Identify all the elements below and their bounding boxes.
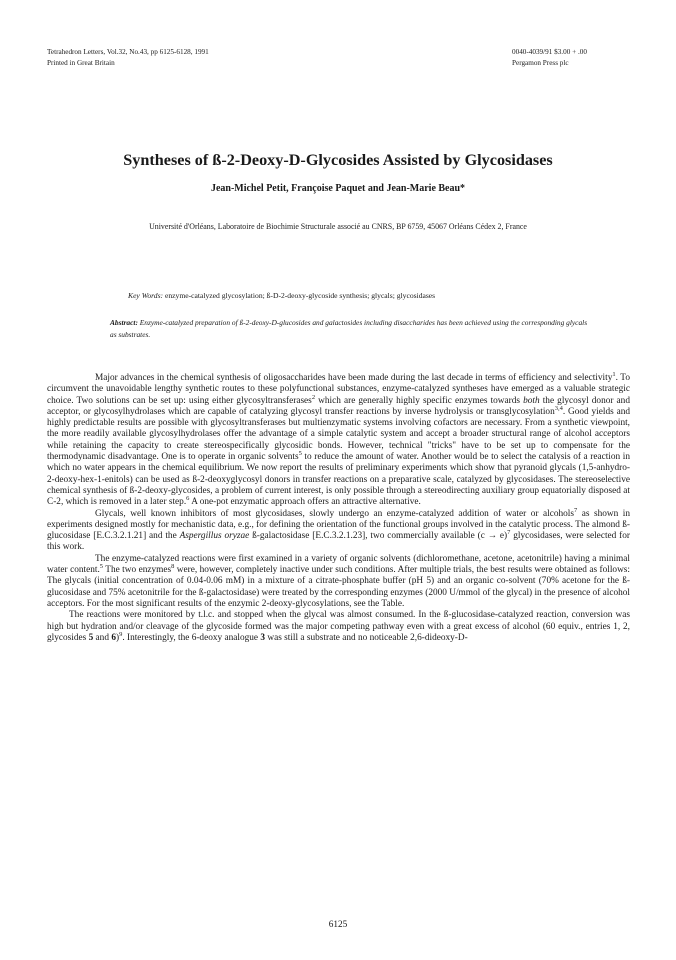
text-run: . To circumvent the unavoidable lengthy synthetic routes to these polyfunctional substances, enzyme-catalyzed syntheses have emerged as a valuable strategic choice. Two solutions can be set up: using either glycosyltransferases xyxy=(47,373,630,406)
paragraph-3 xyxy=(47,554,630,610)
text-run: . Good yields and highly predictable results are possible with glycosyltransferases but multienzymatic systems involving cofactors are necessary. From a synthetic viewpoint, the more readily available glycosylhydrolases offer the advantage of a simple catalytic system and accept a broader structural range of alcohol acceptors while retaining the capacity to create stereospecifically glycosidic bonds. However, technical "tricks" have to be set up to compensate for the thermodynamic disadvantage. One is to operate in organic solvents xyxy=(47,406,631,463)
text-run: . Interestingly, the 6-deoxy analogue xyxy=(122,632,261,643)
text-run: glycosidases, were selected for this work. xyxy=(47,531,631,553)
paragraph-1 xyxy=(47,373,630,509)
citation-ref: 6 xyxy=(186,495,190,503)
citation-ref: 2 xyxy=(311,393,316,401)
compound-number: 6 xyxy=(111,632,116,643)
citation-ref: 7 xyxy=(573,506,578,514)
journal-header xyxy=(47,47,209,69)
keywords-label: Key Words: xyxy=(128,291,164,300)
paragraph-2 xyxy=(47,506,631,554)
emphasis: both xyxy=(523,395,540,406)
text-run: The enzyme-catalyzed reactions were first examined in a variety of organic solvents (dichloromethane, acetone, acetonitrile) having a minimal water content. xyxy=(47,553,630,576)
affiliation: Université d'Orléans, Laboratoire de Biochimie Structurale associé au CNRS, BP 6759, 45067 Orléans Cédex 2, France xyxy=(149,222,527,231)
abstract-text: Enzyme-catalyzed preparation of ß-2-deoxy-D-glucosides and galactosides including disaccharides has been achieved using the corresponding glycals as substrates. xyxy=(110,318,588,339)
journal-citation: Tetrahedron Letters, Vol.32, No.43, pp 6125-6128, 1991 xyxy=(47,48,209,56)
text-run: The two enzymes xyxy=(103,565,172,576)
text-run: to reduce the amount of water. Another would be to select the catalysis of a reaction in which no water appears in the chemical equilibrium. We now report the results of preliminary experiments which show that pyranoid glycals (1,5-anhydro-2-deoxy-hex-1-enitols) can be used as ß-2-deoxyglycosyl donors in transfer reactions on a preparative scale, catalyzed by glycosidases. The stereoselective chemical synthesis of ß-2-deoxy-glycosides, a problem of current interest, is only possible through a stereodirecting auxiliary group equatorially disposed at C-2, which is removed in a later step. xyxy=(47,452,630,508)
citation-ref: 9 xyxy=(119,630,123,638)
text-run: as shown in experiments designed mostly for mechanistic data, e.g., for defining the orientation of the functional groups involved in the catalytic process. The almond ß-glucosidase [E.C.3.2.1.21] and the xyxy=(47,508,630,542)
publisher: Pergamon Press plc xyxy=(512,59,569,67)
text-run: and xyxy=(93,632,112,643)
citation-ref: 5 xyxy=(298,450,302,458)
citation-ref: 8 xyxy=(171,563,175,571)
issn-price: 0040-4039/91 $3.00 + .00 xyxy=(512,48,587,56)
text-run: was still a substrate and no noticeable 2,6-dideoxy-D- xyxy=(265,632,468,643)
species-name: Aspergillus oryzae xyxy=(179,531,250,542)
authors: Jean-Michel Petit, Françoise Paquet and Jean-Marie Beau* xyxy=(210,183,466,194)
paper-title: Syntheses of ß-2-Deoxy-D-Glycosides Assisted by Glycosidases xyxy=(123,151,553,169)
text-run: ß-galactosidase [E.C.3.2.1.23], two commercially available (c → e) xyxy=(249,531,508,542)
abstract xyxy=(110,317,590,340)
text-run: the glycosyl donor and acceptor, or glycosylhydrolases which are capable of catalyzing glycosyl transfer reactions by inverse hydrolysis or transglycosylation xyxy=(47,395,630,417)
printed-in: Printed in Great Britain xyxy=(47,59,115,67)
paragraph-4 xyxy=(47,610,630,644)
keywords xyxy=(128,291,435,300)
text-run: A one-pot enzymatic approach offers an attractive alternative. xyxy=(189,497,421,508)
abstract-label: Abstract: xyxy=(110,318,138,327)
text-run: which are generally highly specific enzymes towards xyxy=(315,395,524,406)
body-text xyxy=(47,373,630,644)
page-number: 6125 xyxy=(328,920,348,930)
text-run: Major advances in the chemical synthesis of oligosaccharides have been made during the last decade in terms of efficiency and selectivity xyxy=(95,373,613,383)
text-run: were, however, completely inactive under such conditions. After multiple trials, the best results were obtained as follows: The glycals (initial concentration of 0.04-0.06 mM) in a mixture of a citrate-phosphate buffer (pH 5) and an organic co-solvent (70% acetone for the ß-glucosidase and 75% acetonitrile for the ß-galactosidase) were treated by the corresponding enzymes (2000 U/mmol of the glycal) in the presence of alcohol acceptors. For the most significant results of the enzymic 2-deoxy-glycosylations, see the Table. xyxy=(47,565,630,609)
text-run: Glycals, well known inhibitors of most glycosidases, slowly undergo an enzyme-catalyzed addition of water or alcohols xyxy=(95,508,574,519)
compound-number: 3 xyxy=(260,632,266,643)
citation-ref: 1 xyxy=(612,371,616,378)
citation-ref: 7 xyxy=(507,529,511,537)
keywords-text: enzyme-catalyzed glycosylation; ß-D-2-deoxy-glycoside synthesis; glycals; glycosidases xyxy=(165,291,436,300)
text-run: The reactions were monitored by t.l.c. and stopped when the glycal was almost consumed. In the ß-glucosidase-catalyzed reaction, conversion was high but hydration and/or cleavage of the glycoside formed was the major competing pathway even with a great excess of alcohol (60 equiv., entries 1, 2, glycosides xyxy=(47,610,630,643)
publisher-header xyxy=(512,47,587,69)
citation-ref: 5 xyxy=(99,563,104,571)
compound-number: 5 xyxy=(88,632,94,643)
text-run: ) xyxy=(115,632,120,643)
citation-ref: 3,4 xyxy=(554,404,563,412)
